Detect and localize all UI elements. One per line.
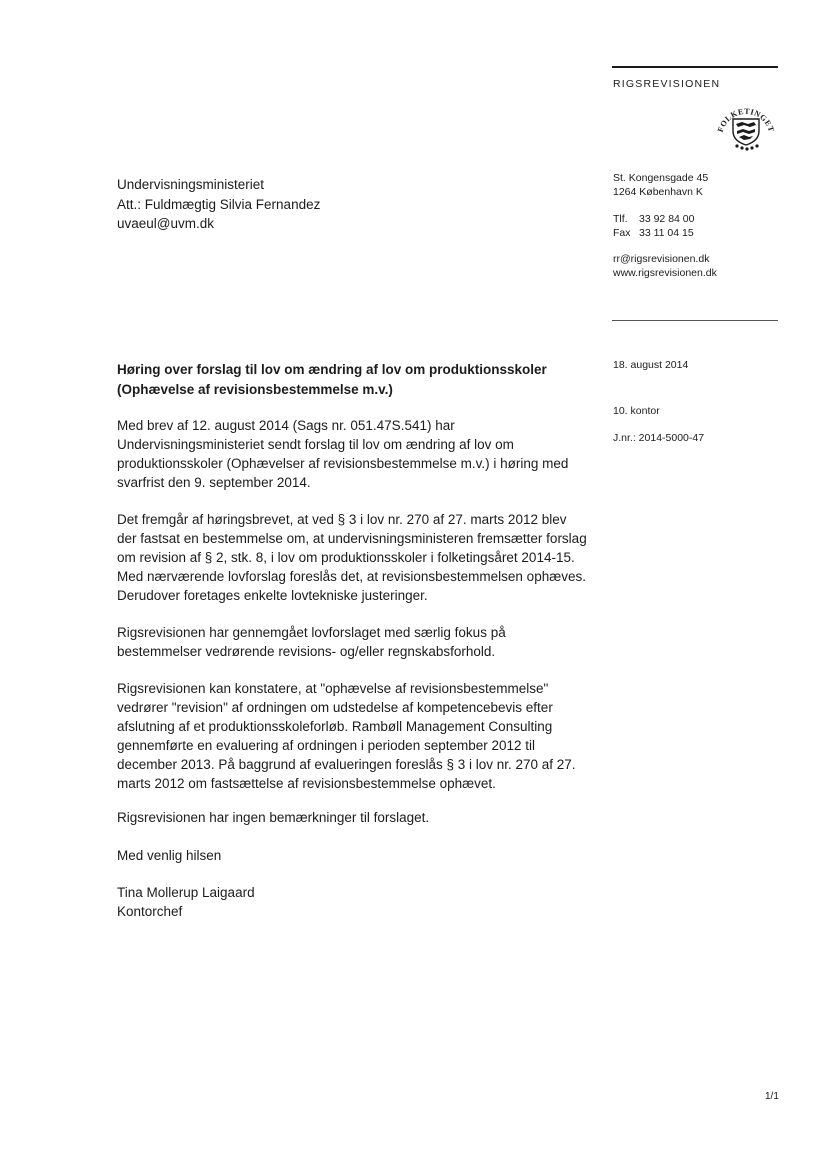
signature-title: Kontorchef (117, 904, 183, 919)
recipient-attention: Att.: Fuldmægtig Silvia Fernandez (117, 196, 321, 212)
letterhead-phone-fax (613, 213, 694, 240)
recipient-email: uvaeul@uvm.dk (117, 216, 214, 231)
phone-label: Tlf. (613, 213, 628, 225)
folketinget-seal-logo (711, 95, 781, 151)
address-street: St. Kongensgade 45 (613, 172, 709, 184)
org-name: RIGSREVISIONEN (613, 78, 721, 90)
body-paragraph-3: Rigsrevisionen har gennemgået lovforslaget med særlig fokus på bestemmelser vedrørende revisions- og/eller regnskabsforhold. (117, 625, 506, 659)
body-paragraph-4: Rigsrevisionen kan konstatere, at "ophævelse af revisionsbestemmelse" vedrører "revision" af ordningen om udstedelse af kompetencebevis efter afslutning af et produktionsskoleforløb. Rambøll Management Consulting gennemførte en evaluering af ordningen i perioden september 2012 til december 2013. På baggrund af evalueringen foreslås § 3 i lov nr. 270 af 27. marts 2012 om fastsættelse af revisionsbestemmelse ophævet. (117, 681, 576, 791)
letter-journal-number: J.nr.: 2014-5000-47 (613, 432, 705, 444)
fax-row (613, 227, 694, 241)
fax-number: 33 11 04 15 (639, 226, 694, 239)
letterhead-website: www.rigsrevisionen.dk (613, 266, 717, 279)
letterhead-top-rule (612, 66, 778, 68)
body-paragraph-5: Rigsrevisionen har ingen bemærkninger til forslaget. (117, 810, 430, 825)
letterhead-address (613, 172, 708, 199)
phone-row (613, 213, 694, 227)
closing-greeting: Med venlig hilsen (117, 848, 222, 863)
letterhead-online (613, 253, 717, 280)
page-number: 1/1 (765, 1091, 779, 1102)
letterhead-divider (612, 320, 778, 321)
fax-label: Fax (613, 226, 631, 239)
phone-number: 33 92 84 00 (639, 213, 695, 225)
body-paragraph-1: Med brev af 12. august 2014 (Sags nr. 051.47S.541) har Undervisningsministeriet sendt forslag til lov om ændring af lov om produktionsskoler (Ophævelser af revisionsbestemmelse m.v.) i høring med svarfrist den 9. september 2014. (117, 418, 569, 490)
address-postal: 1264 København K (613, 185, 703, 198)
recipient-block (117, 175, 320, 234)
letterhead-email: rr@rigsrevisionen.dk (613, 253, 710, 265)
signature-block (117, 883, 587, 921)
signature-name: Tina Mollerup Laigaard (117, 885, 255, 900)
recipient-ministry: Undervisningsministeriet (117, 177, 265, 192)
letter-department: 10. kontor (613, 405, 660, 417)
svg-text:FOLKETINGET: FOLKETINGET (715, 106, 777, 134)
body-paragraph-2: Det fremgår af høringsbrevet, at ved § 3 i lov nr. 270 af 27. marts 2012 blev der fastsat en bestemmelse om, at undervisningsministeren fremsætter forslag om revision af § 2, stk. 8, i lov om produktionsskoler i folketingsåret 2014-15. Med nærværende lovforslag foreslås det, at revisionsbestemmelsen ophæves. Derudover foretages enkelte lovtekniske justeringer. (117, 512, 587, 603)
letter-date: 18. august 2014 (613, 359, 689, 371)
letter-subject: Høring over forslag til lov om ændring af lov om produktionsskoler (Ophævelse af revisionsbestemmelse m.v.) (117, 362, 547, 397)
